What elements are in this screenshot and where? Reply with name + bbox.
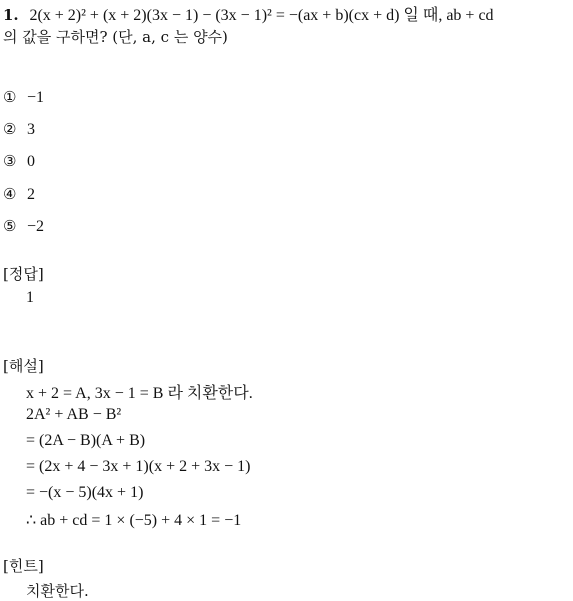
choice-1[interactable] [3,88,44,107]
solution-line-6: ∴ ab + cd = 1 × (−5) + 4 × 1 = −1 [26,512,242,529]
answer-label: [정답] [3,265,44,283]
choice-3-text: 0 [27,153,35,170]
solution-line-3: = (2A − B)(A + B) [26,432,146,449]
choice-5-text: −2 [27,218,45,235]
question-stem-line1 [3,2,494,25]
solution-line-2: 2A² + AB − B² [26,406,122,423]
solution-label: [해설] [3,357,44,375]
solution-line-5: = −(x − 5)(4x + 1) [26,484,144,501]
hint-label: [힌트] [3,557,44,575]
choice-4-text: 2 [27,186,35,203]
choice-1-text: −1 [27,89,45,106]
choice-5-marker: ⑤ [3,217,17,235]
solution-line-4: = (2x + 4 − 3x + 1)(x + 2 + 3x − 1) [26,458,251,475]
choice-1-marker: ① [3,88,17,106]
question-number: 1. [3,6,19,24]
choice-4-marker: ④ [3,185,17,203]
choice-2-marker: ② [3,120,17,138]
answer-value: 1 [26,289,34,306]
choice-3[interactable] [3,152,35,171]
question-equation: 2(x + 2)² + (x + 2)(3x − 1) − (3x − 1)² = −(ax + b)(cx + d) 일 때, ab + cd [29,7,494,24]
solution-line-1: x + 2 = A, 3x − 1 = B 라 치환한다. [26,385,253,402]
hint-text: 치환한다. [26,582,89,600]
choice-2-text: 3 [27,121,35,138]
choice-2[interactable] [3,120,35,139]
choice-3-marker: ③ [3,152,17,170]
choice-4[interactable] [3,185,35,204]
choice-5[interactable] [3,217,44,236]
question-stem-line2: 의 값을 구하면? (단, a, c 는 양수) [3,28,228,46]
